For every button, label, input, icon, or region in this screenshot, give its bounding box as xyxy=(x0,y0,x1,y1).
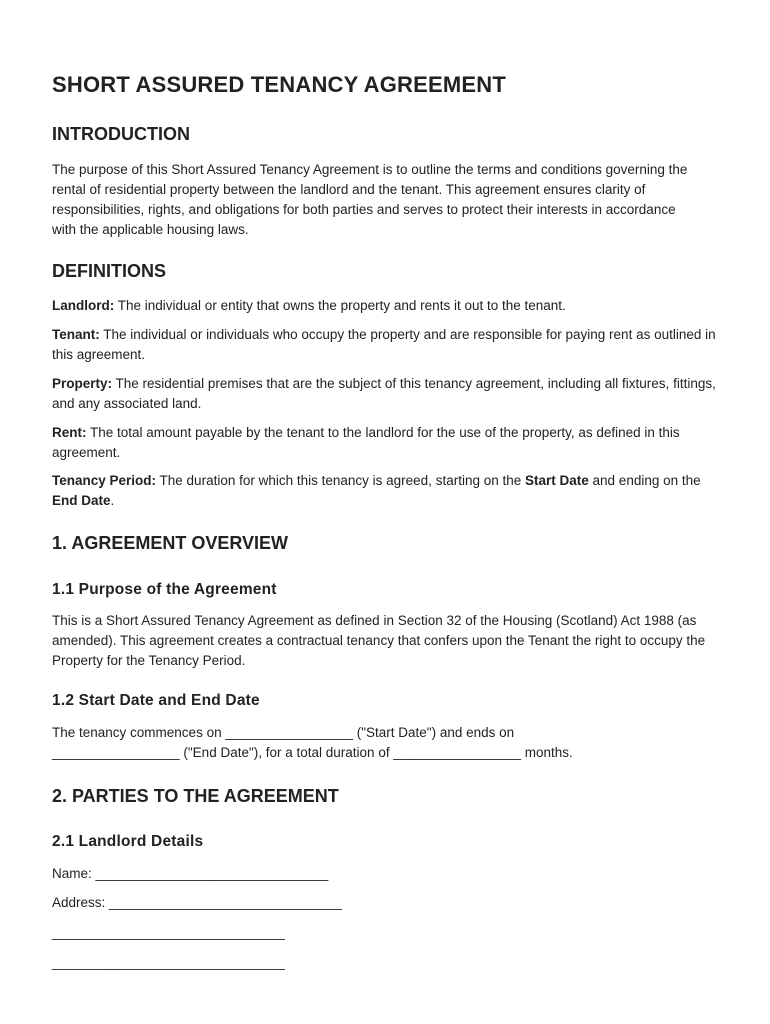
definition-text: and ending on the xyxy=(588,473,701,488)
section-1-1-heading: 1.1 Purpose of the Agreement xyxy=(52,581,277,598)
landlord-address-blank-line: _______________________________ xyxy=(52,925,285,940)
section-2-heading: 2. PARTIES TO THE AGREEMENT xyxy=(52,786,339,806)
document-title: SHORT ASSURED TENANCY AGREEMENT xyxy=(52,72,506,97)
landlord-name-field: Name: _______________________________ xyxy=(52,866,329,881)
definition-text: The total amount payable by the tenant to the landlord for the use of the property, as defined in this agreement. xyxy=(52,425,680,460)
landlord-address-blank-line: _______________________________ xyxy=(52,955,285,970)
end-date-line: _________________ ("End Date"), for a total duration of _________________ months. xyxy=(52,745,573,760)
definition-term: Tenancy Period: xyxy=(52,473,157,488)
introduction-paragraph: The purpose of this Short Assured Tenancy Agreement is to outline the terms and conditions governing the rental of residential property between the landlord and the tenant. This agreement ensures clarity of responsibilities, rights, and obligations for both parties and serves to protect their interests in accordance with the applicable housing laws. xyxy=(52,162,688,237)
definition-tenancy-period xyxy=(52,471,712,511)
section-1-1-paragraph: This is a Short Assured Tenancy Agreement as defined in Section 32 of the Housing (Scotland) Act 1988 (as amended). This agreement creates a contractual tenancy that confers upon the Tenant the right to occupy the Property for the Tenancy Period. xyxy=(52,613,706,668)
definition-property xyxy=(52,374,732,414)
landlord-address-field: Address: _______________________________ xyxy=(52,895,342,910)
introduction-heading: INTRODUCTION xyxy=(52,124,190,144)
section-2-1-heading: 2.1 Landlord Details xyxy=(52,833,204,850)
definition-landlord xyxy=(52,296,732,316)
definition-text: The individual or individuals who occupy the property and are responsible for paying rent as outlined in this agreement. xyxy=(52,327,716,362)
definition-text: The residential premises that are the subject of this tenancy agreement, including all fixtures, fittings, and any associated land. xyxy=(52,376,716,411)
section-1-2-heading: 1.2 Start Date and End Date xyxy=(52,692,260,709)
definition-tenant xyxy=(52,325,732,365)
start-date-line: The tenancy commences on _________________ ("Start Date") and ends on xyxy=(52,725,515,740)
definitions-heading: DEFINITIONS xyxy=(52,261,167,281)
definition-text: . xyxy=(110,493,115,508)
definition-term: Rent: xyxy=(52,425,87,440)
definition-rent xyxy=(52,423,702,463)
definition-term: Property: xyxy=(52,376,113,391)
section-1-heading: 1. AGREEMENT OVERVIEW xyxy=(52,533,289,553)
definition-text: The duration for which this tenancy is agreed, starting on the xyxy=(156,473,525,488)
end-date-term: End Date xyxy=(52,493,111,508)
start-date-term: Start Date xyxy=(525,473,589,488)
definition-text: The individual or entity that owns the property and rents it out to the tenant. xyxy=(114,298,566,313)
definition-term: Landlord: xyxy=(52,298,115,313)
definition-term: Tenant: xyxy=(52,327,100,342)
